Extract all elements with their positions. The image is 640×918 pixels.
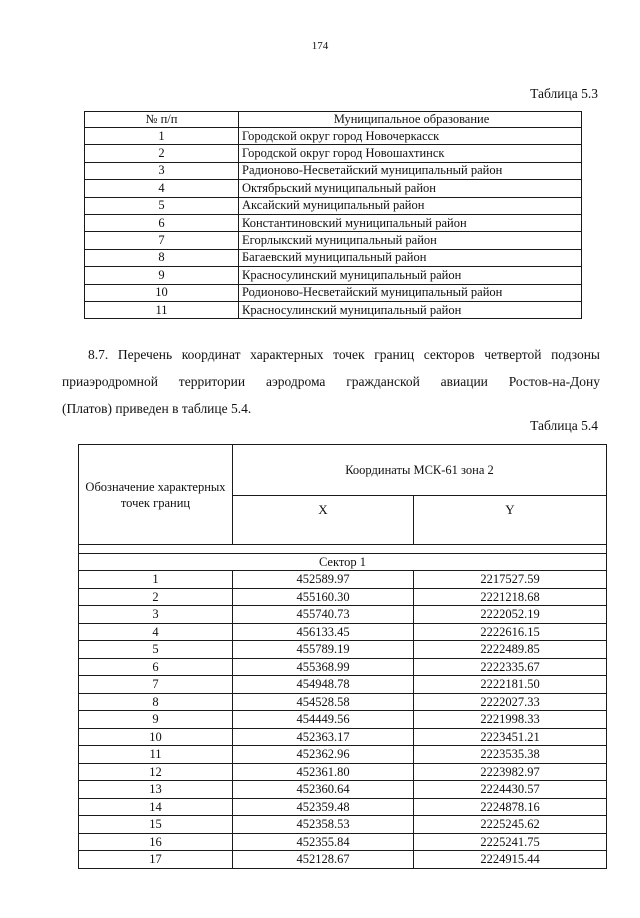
table-row [85, 284, 582, 301]
table-row [79, 711, 607, 729]
table-row [79, 833, 607, 851]
table-row [79, 571, 607, 589]
point-number: 6 [79, 658, 233, 676]
coordinate-y: 2222027.33 [414, 693, 607, 711]
municipality-name: Константиновский муниципальный район [239, 214, 582, 231]
point-number: 2 [79, 588, 233, 606]
point-number: 14 [79, 798, 233, 816]
row-number: 11 [85, 301, 239, 318]
table-row [85, 267, 582, 284]
coordinate-x: 454948.78 [233, 676, 414, 694]
point-number: 17 [79, 851, 233, 869]
row-number: 3 [85, 162, 239, 179]
coordinate-y: 2222181.50 [414, 676, 607, 694]
municipality-name: Егорлыкский муниципальный район [239, 232, 582, 249]
table-row [79, 798, 607, 816]
paragraph-text: 8.7. Перечень координат характерных точек границ секторов четвертой подзоны приаэродромной территории аэродрома гражданской авиации Ростов-на-Дону [62, 347, 600, 389]
table-5-4 [78, 444, 607, 869]
table-row [79, 746, 607, 764]
coordinate-x: 452362.96 [233, 746, 414, 764]
column-header-x: X [233, 496, 414, 545]
row-number: 7 [85, 232, 239, 249]
table-row [79, 676, 607, 694]
row-number: 9 [85, 267, 239, 284]
coordinate-x: 452360.64 [233, 781, 414, 799]
table-5-4-caption: Таблица 5.4 [530, 418, 598, 433]
table-row [79, 588, 607, 606]
municipality-name: Городской округ город Новошахтинск [239, 145, 582, 162]
row-number: 5 [85, 197, 239, 214]
coordinate-y: 2222616.15 [414, 623, 607, 641]
municipality-name: Аксайский муниципальный район [239, 197, 582, 214]
row-number: 1 [85, 128, 239, 145]
municipality-name: Радионово-Несветайский муниципальный район [239, 162, 582, 179]
coordinate-y: 2222335.67 [414, 658, 607, 676]
point-number: 7 [79, 676, 233, 694]
table-row [79, 623, 607, 641]
coordinate-x: 452363.17 [233, 728, 414, 746]
paragraph-text-end: (Платов) приведен в таблице 5.4. [62, 401, 252, 416]
table-row [85, 145, 582, 162]
coordinate-y: 2225245.62 [414, 816, 607, 834]
coordinate-y: 2223451.21 [414, 728, 607, 746]
municipality-name: Городской округ город Новочеркасск [239, 128, 582, 145]
table-5-3 [84, 111, 582, 319]
coordinate-x: 452361.80 [233, 763, 414, 781]
coordinate-y: 2224430.57 [414, 781, 607, 799]
point-number: 13 [79, 781, 233, 799]
column-header-number: № п/п [85, 112, 239, 128]
coordinate-x: 455740.73 [233, 606, 414, 624]
coordinate-y: 2223982.97 [414, 763, 607, 781]
municipality-name: Родионово-Несветайский муниципальный район [239, 284, 582, 301]
municipality-name: Красносулинский муниципальный район [239, 267, 582, 284]
table-row [79, 781, 607, 799]
coordinate-x: 454528.58 [233, 693, 414, 711]
header-spacer-row [79, 545, 607, 554]
coordinate-y: 2222489.85 [414, 641, 607, 659]
coordinate-x: 454449.56 [233, 711, 414, 729]
row-number: 6 [85, 214, 239, 231]
table-row [79, 728, 607, 746]
municipality-name: Красносулинский муниципальный район [239, 301, 582, 318]
row-number: 4 [85, 180, 239, 197]
table-row [85, 301, 582, 318]
table-5-3-caption: Таблица 5.3 [530, 86, 598, 101]
coordinate-y: 2217527.59 [414, 571, 607, 589]
municipality-name: Багаевский муниципальный район [239, 249, 582, 266]
coordinate-y: 2224915.44 [414, 851, 607, 869]
coordinate-x: 456133.45 [233, 623, 414, 641]
table-row [79, 693, 607, 711]
coordinate-x: 452359.48 [233, 798, 414, 816]
sector-label: Сектор 1 [79, 554, 607, 571]
point-number: 8 [79, 693, 233, 711]
coordinate-y: 2222052.19 [414, 606, 607, 624]
table-row [85, 214, 582, 231]
table-row [79, 641, 607, 659]
table-header-row [85, 112, 582, 128]
column-header-coordinates: Координаты МСК-61 зона 2 [233, 445, 607, 496]
coordinate-x: 452128.67 [233, 851, 414, 869]
point-number: 15 [79, 816, 233, 834]
coordinate-x: 452589.97 [233, 571, 414, 589]
column-header-y: Y [414, 496, 607, 545]
table-row [85, 162, 582, 179]
table-row [85, 180, 582, 197]
column-header-points: Обозначение характерных точек границ [79, 445, 233, 545]
point-number: 4 [79, 623, 233, 641]
coordinate-y: 2221998.33 [414, 711, 607, 729]
table-row [79, 763, 607, 781]
point-number: 5 [79, 641, 233, 659]
coordinate-y: 2221218.68 [414, 588, 607, 606]
page-number: 174 [311, 40, 329, 52]
point-number: 16 [79, 833, 233, 851]
table-header-row [79, 445, 607, 496]
table-row [79, 658, 607, 676]
point-number: 9 [79, 711, 233, 729]
sector-row [79, 554, 607, 571]
row-number: 2 [85, 145, 239, 162]
coordinate-x: 452358.53 [233, 816, 414, 834]
table-row [85, 128, 582, 145]
coordinate-x: 455368.99 [233, 658, 414, 676]
coordinate-x: 452355.84 [233, 833, 414, 851]
table-row [85, 232, 582, 249]
table-row [85, 197, 582, 214]
point-number: 10 [79, 728, 233, 746]
table-row [85, 249, 582, 266]
coordinate-x: 455789.19 [233, 641, 414, 659]
column-header-municipality: Муниципальное образование [239, 112, 582, 128]
coordinate-x: 455160.30 [233, 588, 414, 606]
coordinate-y: 2224878.16 [414, 798, 607, 816]
point-number: 1 [79, 571, 233, 589]
point-number: 3 [79, 606, 233, 624]
coordinate-y: 2225241.75 [414, 833, 607, 851]
row-number: 10 [85, 284, 239, 301]
table-row [79, 606, 607, 624]
point-number: 11 [79, 746, 233, 764]
table-row [79, 851, 607, 869]
row-number: 8 [85, 249, 239, 266]
coordinate-y: 2223535.38 [414, 746, 607, 764]
table-row [79, 816, 607, 834]
municipality-name: Октябрьский муниципальный район [239, 180, 582, 197]
point-number: 12 [79, 763, 233, 781]
